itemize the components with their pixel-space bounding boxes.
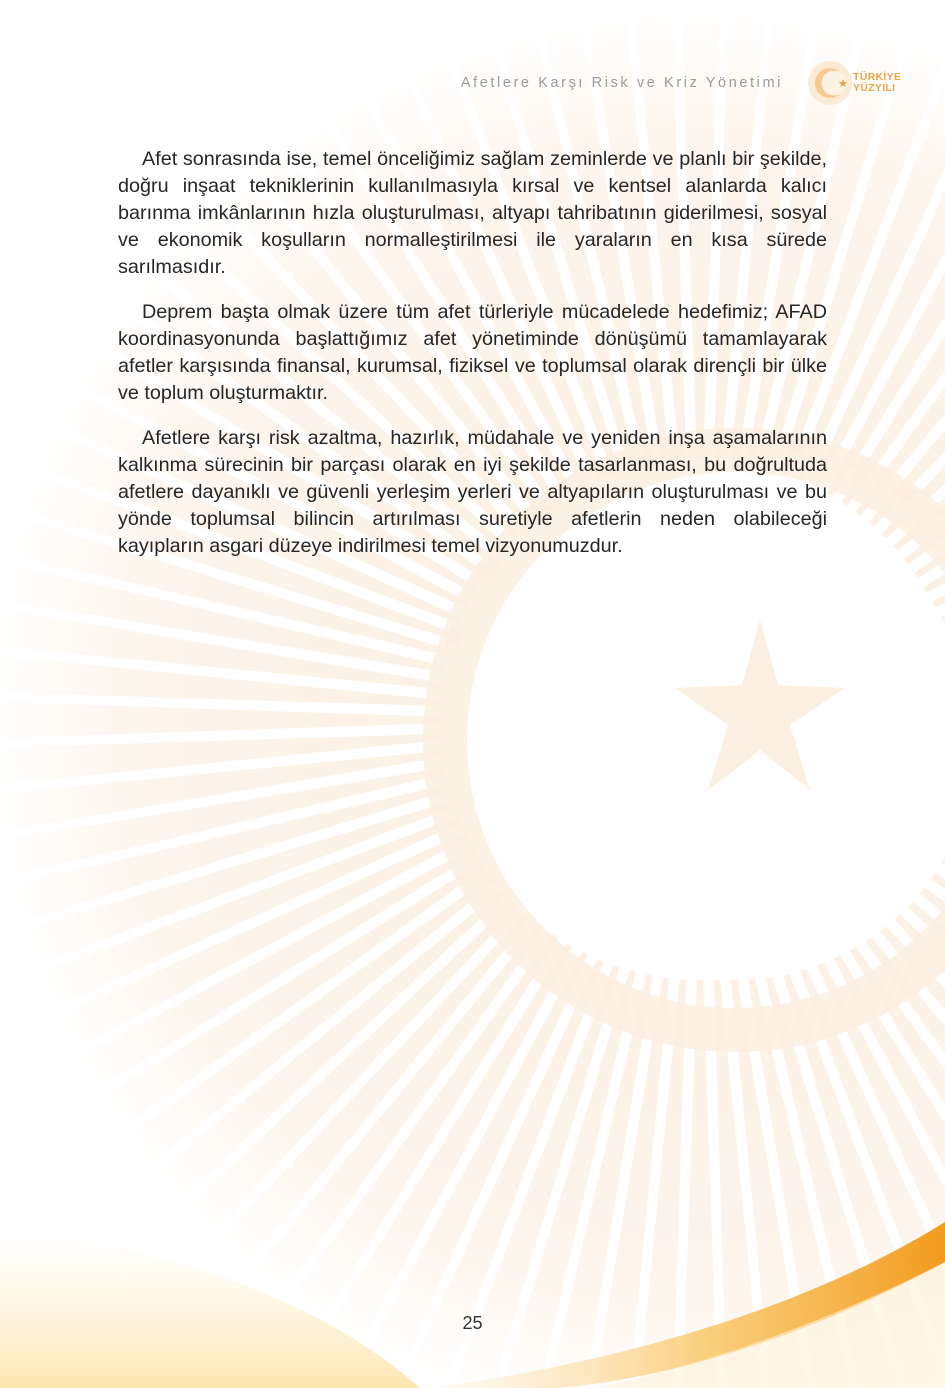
paragraph-3: Afetlere karşı risk azaltma, hazırlık, müdahale ve yeniden inşa aşamalarının kalkınma sürecinin bir parçası olarak en iyi şekilde tasarlanması, bu doğrultuda afetlere dayanıklı ve güvenli yerleşim yerleri ve altyapıların oluşturulması ve bu yönde toplumsal bilincin artırılması suretiyle afetlerin neden olabileceği kayıpların asgari düzeye indirilmesi temel vizyonumuzdur.	[118, 427, 827, 557]
logo-line-2: YÜZYILI	[853, 81, 896, 94]
paragraph-2: Deprem başta olmak üzere tüm afet türleriyle mücadelede hedefimiz; AFAD koordinasyonunda başlattığımız afet yönetiminde dönüşümü tamamlayarak afetler karşısında finansal, kurumsal, fiziksel ve toplumsal olarak dirençli bir ülke ve toplum oluşturmaktır.	[118, 301, 827, 404]
sunburst-ray	[0, 701, 440, 739]
page-number: 25	[462, 1313, 483, 1333]
turkiye-yuzyili-logo	[806, 58, 916, 108]
logo-text	[853, 72, 901, 93]
crescent-star-icon	[806, 58, 856, 108]
running-header-title: Afetlere Karşı Risk ve Kriz Yönetimi	[460, 75, 783, 91]
main-content	[118, 146, 827, 578]
logo-line-1: TÜRKİYE	[853, 71, 902, 83]
paragraph-1: Afet sonrasında ise, temel önceliğimiz sağlam zeminlerde ve planlı bir şekilde, doğru inşaat tekniklerinin kullanılmasıyla kırsal ve kentsel alanlarda kalıcı barınma imkânlarının hızla oluşturulması, altyapı tahribatının giderilmesi, sosyal ve ekonomik koşulların normalleştirilmesi ile yaraların en kısa sürede sarılmasıdır.	[118, 148, 827, 278]
